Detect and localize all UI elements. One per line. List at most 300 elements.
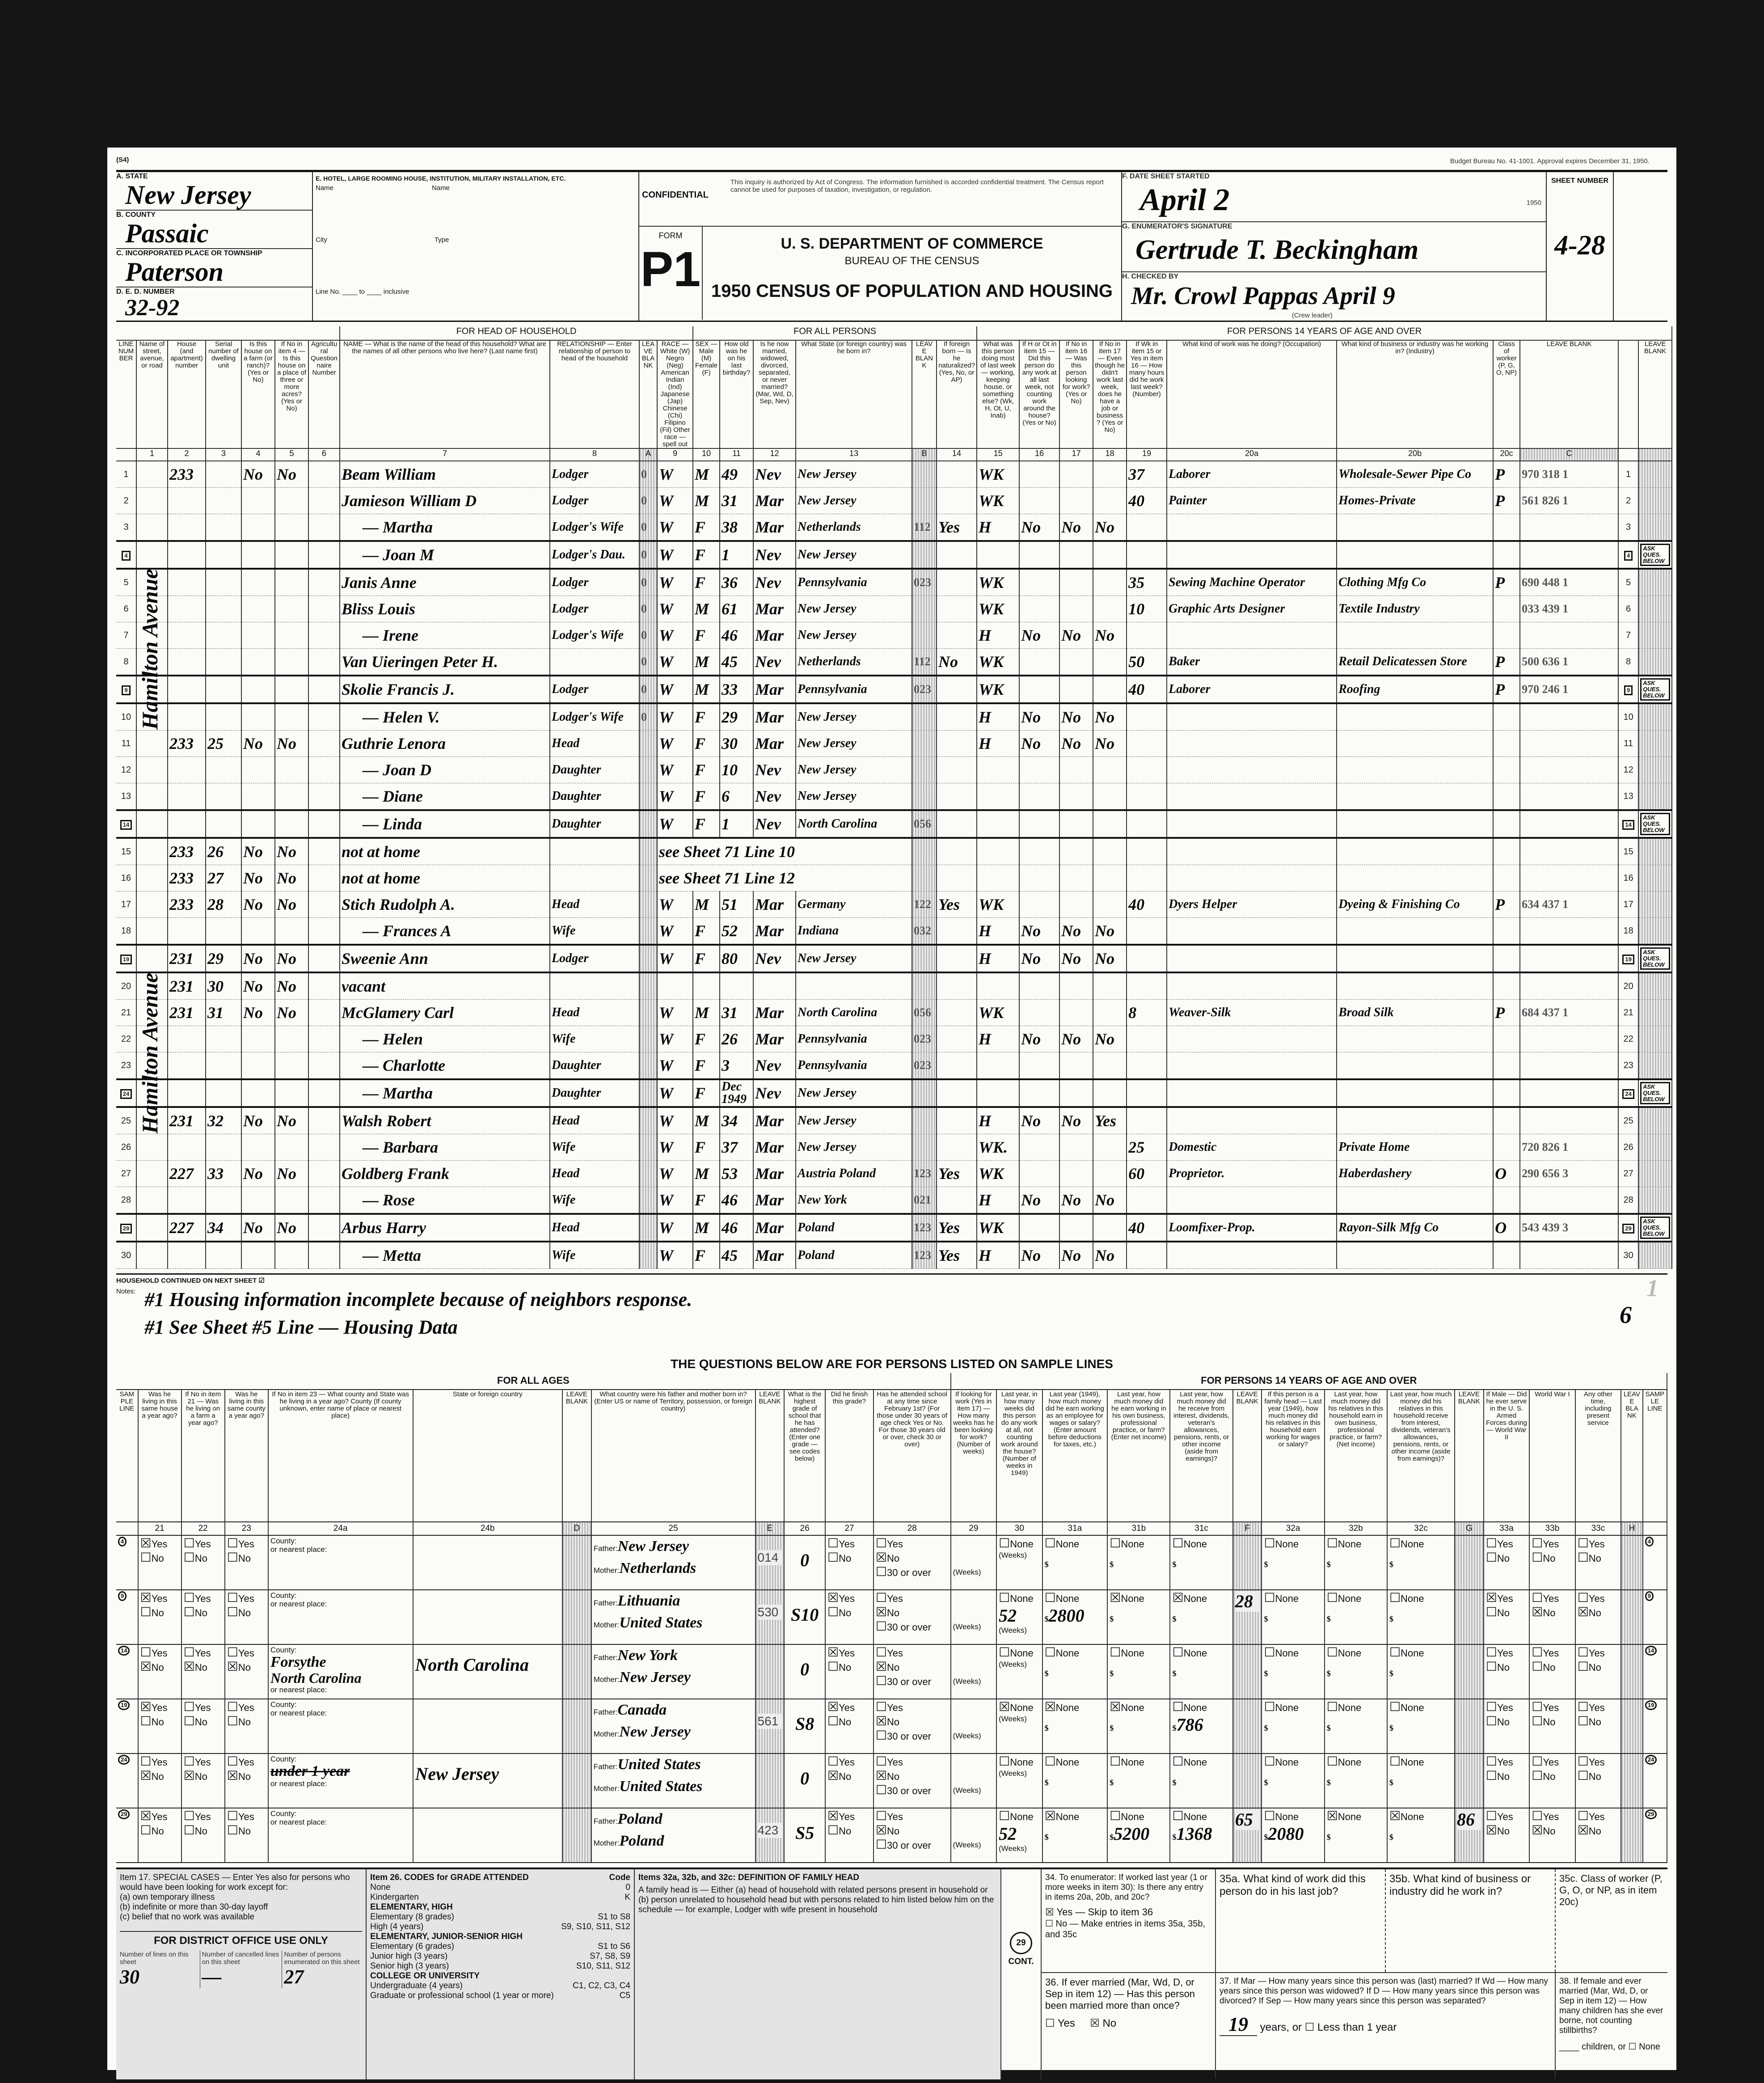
checkbox-q23-no[interactable]: ☒No [227, 1660, 251, 1673]
checkbox-q33a-yes[interactable]: ☒Yes [1485, 1591, 1513, 1605]
item38-none-checkbox[interactable]: ☐ [1628, 2042, 1637, 2052]
checkbox-q22-no[interactable]: ☐No [183, 1551, 207, 1564]
checkbox-q31c-none[interactable]: ☐None [1172, 1700, 1207, 1714]
grade-code-label: Kindergarten [370, 1893, 419, 1902]
ask-questions-below-label: ASK QUES. BELOW [1640, 947, 1670, 970]
sample-question-26: What is the highest grade of school that he has attended? (Enter one grade — see codes below) [784, 1390, 825, 1522]
checkbox-q28-no[interactable]: ☒No [875, 1551, 900, 1564]
checkbox-label: No [839, 1553, 852, 1564]
checkbox-q23-yes[interactable]: ☐Yes [227, 1700, 254, 1714]
cell-rel [550, 703, 639, 731]
cell-value-sex: M [695, 1165, 709, 1183]
sample-cell [951, 1644, 996, 1699]
checkbox-q27-yes[interactable]: ☐Yes [827, 1536, 855, 1550]
checkbox-q33b-yes[interactable]: ☐Yes [1532, 1754, 1559, 1768]
cell-line [1618, 838, 1638, 865]
amount-q32b [1327, 1715, 1385, 1738]
checkbox-q33b-no[interactable]: ☐No [1532, 1551, 1556, 1564]
checkbox-q33c-no[interactable]: ☐No [1577, 1660, 1601, 1673]
checkbox-q23-no[interactable]: ☐No [227, 1714, 251, 1728]
checkbox-q33a-no[interactable]: ☐No [1485, 1769, 1510, 1783]
checkbox-q22-no[interactable]: ☐No [183, 1714, 207, 1728]
cell-occ [1167, 972, 1337, 1000]
grade-code-label: ELEMENTARY, HIGH [370, 1902, 453, 1912]
district-persons-label: Number of persons enumerated on this sheet [284, 1951, 360, 1966]
checkbox-q31a-none[interactable]: ☐None [1044, 1536, 1080, 1550]
checkbox-q33c-no[interactable]: ☐No [1577, 1769, 1601, 1783]
cell-name [340, 488, 550, 514]
checkbox-q22-no[interactable]: ☒No [183, 1660, 207, 1673]
dollar-sign: $ [1044, 1614, 1049, 1623]
sample-cell [413, 1808, 562, 1863]
item34-yes-checkbox[interactable]: ☒ [1045, 1906, 1054, 1918]
checkbox-q33b-no[interactable]: ☐No [1532, 1714, 1556, 1728]
cell-blank [1638, 1079, 1672, 1107]
cell-mar [753, 1107, 796, 1134]
sample-line-marker: 29 [120, 1224, 132, 1234]
checkbox-q33c-yes[interactable]: ☐Yes [1577, 1645, 1605, 1659]
checkbox-q23-yes[interactable]: ☐Yes [227, 1809, 254, 1823]
cell-line [116, 514, 136, 541]
checkbox-q33b-yes[interactable]: ☐Yes [1532, 1536, 1559, 1550]
checkbox-q33a-no[interactable]: ☐No [1485, 1714, 1510, 1728]
checkbox-q22-no[interactable]: ☐No [183, 1605, 207, 1619]
cell-code [1520, 1107, 1618, 1134]
checkbox-q33c-yes[interactable]: ☐Yes [1577, 1536, 1605, 1550]
checkbox-q30-none[interactable]: ☐None [999, 1809, 1034, 1823]
checkbox-q27-yes[interactable]: ☐Yes [827, 1754, 855, 1768]
checkbox-q30-none[interactable]: ☐None [999, 1591, 1034, 1605]
cell-value-cls: P [1495, 465, 1505, 483]
checkbox-q28-30-or-over[interactable]: ☐30 or over [875, 1565, 932, 1579]
checkbox-label: Yes [1497, 1811, 1513, 1822]
checkbox-q27-no[interactable]: ☐No [827, 1551, 852, 1564]
cell-line [1618, 541, 1638, 569]
checkbox-q33c-no[interactable]: ☐No [1577, 1714, 1601, 1728]
checkbox-q33c-yes[interactable]: ☐Yes [1577, 1809, 1605, 1823]
checkbox-q28-yes[interactable]: ☐Yes [875, 1700, 903, 1714]
cell-rel [550, 1161, 639, 1187]
cell-value-line: 15 [1623, 847, 1633, 857]
checkbox-label: No [839, 1662, 852, 1673]
checkbox-q32c-none[interactable]: ☐None [1389, 1754, 1424, 1768]
checkbox-q31b-none[interactable]: ☐None [1110, 1754, 1144, 1768]
cell-age [720, 514, 753, 541]
sample-line-number: 4 [118, 1537, 127, 1546]
cell-cls [1493, 622, 1520, 649]
checkbox-q22-yes[interactable]: ☐Yes [183, 1700, 211, 1714]
grade-code-label: Junior high (3 years) [370, 1952, 448, 1961]
cell-sex [693, 1052, 720, 1080]
cell-acres [275, 731, 308, 757]
checkbox-q21-no[interactable]: ☐No [140, 1605, 164, 1619]
checkbox-q33a-no[interactable]: ☒No [1485, 1823, 1510, 1837]
checkbox-q28-no[interactable]: ☒No [875, 1660, 900, 1673]
checkbox-q32a-none[interactable]: ☐None [1264, 1591, 1299, 1605]
sample-cell [268, 1699, 413, 1753]
checkbox-q30-none[interactable]: ☐None [999, 1754, 1034, 1768]
checkbox-q22-yes[interactable]: ☐Yes [183, 1591, 211, 1605]
grade-code-row [370, 1902, 630, 1912]
checkbox-q21-yes[interactable]: ☒Yes [140, 1809, 168, 1823]
checkbox-q30-none[interactable]: ☒None [999, 1700, 1034, 1714]
cell-q17 [1059, 569, 1093, 596]
checkbox-q33b-no[interactable]: ☒No [1532, 1823, 1556, 1837]
amount-q32c [1389, 1824, 1452, 1847]
cell-b [912, 757, 937, 783]
cell-q16 [1019, 757, 1059, 783]
checkbox-q32b-none[interactable]: ☐None [1326, 1754, 1362, 1768]
cell-house [168, 892, 206, 918]
ed-label: D. E. D. NUMBER [116, 288, 175, 296]
sample-row [116, 1590, 1667, 1644]
checkbox-q33a-no[interactable]: ☐No [1485, 1551, 1510, 1564]
mother-label: Mother: [593, 1621, 620, 1629]
checkbox-q33a-yes[interactable]: ☐Yes [1485, 1536, 1513, 1550]
cell-act [977, 461, 1019, 488]
checkbox-q23-no[interactable]: ☐No [227, 1551, 251, 1564]
checkbox-q28-30-or-over[interactable]: ☐30 or over [875, 1783, 932, 1797]
sample-line-number: 19 [118, 1700, 130, 1710]
cell-value-occ: Domestic [1169, 1140, 1217, 1154]
checkbox-q27-yes[interactable]: ☒Yes [827, 1591, 855, 1605]
checkbox-q31c-none[interactable]: ☐None [1172, 1536, 1207, 1550]
cell-value-sex: M [695, 600, 709, 618]
cell-a [639, 757, 657, 783]
checkbox-q33c-yes[interactable]: ☐Yes [1577, 1700, 1605, 1714]
cell-ind [1337, 622, 1493, 649]
mother-birthplace: New Jersey [619, 1724, 691, 1740]
item34-no-checkbox[interactable]: ☐ [1045, 1919, 1053, 1929]
cell-nat [937, 703, 977, 731]
checkbox-q23-yes[interactable]: ☐Yes [227, 1591, 254, 1605]
checkbox-q31c-none[interactable]: ☐None [1172, 1754, 1207, 1768]
checkbox-q31a-none[interactable]: ☒None [1044, 1700, 1080, 1714]
cell-value-act: H [979, 1112, 992, 1130]
checkbox-q33c-no[interactable]: ☐No [1577, 1551, 1601, 1564]
cell-value-house: 233 [169, 896, 194, 913]
sample-cell [562, 1535, 591, 1590]
checkbox-q21-no[interactable]: ☐No [140, 1551, 164, 1564]
sample-cell [268, 1590, 413, 1644]
cell-b [912, 569, 937, 596]
checkbox-q21-no[interactable]: ☐No [140, 1823, 164, 1837]
checkbox-q33c-no[interactable]: ☒No [1577, 1605, 1601, 1619]
sample-number-30: 30 [996, 1522, 1042, 1535]
cell-a [639, 972, 657, 1000]
checkbox-q33c-no[interactable]: ☒No [1577, 1823, 1601, 1837]
checkbox-q21-no[interactable]: ☐No [140, 1714, 164, 1728]
checkbox-q32c-none[interactable]: ☐None [1389, 1591, 1424, 1605]
checkbox-q27-yes[interactable]: ☒Yes [827, 1645, 855, 1659]
cell-value-line: 12 [1623, 765, 1633, 775]
checkbox-q31a-none[interactable]: ☒None [1044, 1809, 1080, 1823]
cell-value-hrs: 10 [1128, 600, 1145, 618]
item36-no-checkbox[interactable]: ☒ [1090, 2017, 1100, 2029]
checkbox-q21-yes[interactable]: ☐Yes [140, 1754, 168, 1768]
checkbox-q23-no[interactable]: ☐No [227, 1823, 251, 1837]
sample-question-0: SAMPLE LINE [116, 1390, 138, 1522]
checkbox-q28-30-or-over[interactable]: ☐30 or over [875, 1728, 932, 1742]
cell-rel [550, 1107, 639, 1134]
dollar-sign: $ [1172, 1560, 1177, 1569]
cell-born [796, 757, 912, 783]
cell-blank [308, 1052, 340, 1080]
checkbox-q33a-no[interactable]: ☐No [1485, 1660, 1510, 1673]
cell-code [1520, 783, 1618, 811]
checkbox-q21-no[interactable]: ☒No [140, 1769, 164, 1783]
cell-line [116, 1161, 136, 1187]
cell-q16 [1019, 918, 1059, 945]
checkbox-q33c-yes[interactable]: ☐Yes [1577, 1591, 1605, 1605]
checkbox-q21-yes[interactable]: ☐Yes [140, 1645, 168, 1659]
checkbox-q27-no[interactable]: ☐No [827, 1605, 852, 1619]
checkbox-q33a-yes[interactable]: ☐Yes [1485, 1700, 1513, 1714]
cell-house [168, 972, 206, 1000]
amount-value: 2800 [1048, 1606, 1085, 1626]
checkbox-q22-yes[interactable]: ☐Yes [183, 1809, 211, 1823]
cell-value-house: 233 [169, 843, 194, 861]
checkbox-q28-30-or-over[interactable]: ☐30 or over [875, 1838, 932, 1851]
checkbox-q30-none[interactable]: ☐None [999, 1536, 1034, 1550]
cell-value-sex: F [695, 1084, 706, 1102]
checkbox-q28-30-or-over[interactable]: ☐30 or over [875, 1619, 932, 1633]
checkbox-q28-no[interactable]: ☒No [875, 1714, 900, 1728]
checkbox-q31b-none[interactable]: ☐None [1110, 1536, 1144, 1550]
cell-a [639, 865, 657, 892]
cell-hrs [1127, 569, 1167, 596]
cell-line [1618, 757, 1638, 783]
cell-house [168, 1052, 206, 1080]
cell-value-q16: No [1021, 1246, 1041, 1264]
item36-yes-checkbox[interactable]: ☐ [1045, 2017, 1055, 2029]
checkbox-q32b-none[interactable]: ☐None [1326, 1591, 1362, 1605]
checkbox-q28-no[interactable]: ☒No [875, 1823, 900, 1837]
checkbox-q31c-none[interactable]: ☐None [1172, 1645, 1207, 1659]
cell-a [639, 838, 657, 865]
checkbox-q32a-none[interactable]: ☐None [1264, 1536, 1299, 1550]
sample-line-number: 14 [1645, 1646, 1657, 1656]
checkbox-q23-no[interactable]: ☒No [227, 1769, 251, 1783]
checkbox-q32b-none[interactable]: ☐None [1326, 1700, 1362, 1714]
checkbox-q21-yes[interactable]: ☒Yes [140, 1536, 168, 1550]
checkbox-q31c-none[interactable]: ☐None [1172, 1809, 1207, 1823]
sample-cell [138, 1590, 181, 1644]
checkbox-q32b-none[interactable]: ☐None [1326, 1536, 1362, 1550]
cell-line [1618, 569, 1638, 596]
cell-code [1520, 1214, 1618, 1242]
dollar-sign: $ [1110, 1669, 1114, 1678]
cell-value-line: 3 [1626, 522, 1631, 532]
cell-b [912, 783, 937, 811]
checkbox-q33b-yes[interactable]: ☐Yes [1532, 1645, 1559, 1659]
checkbox-label: Yes [839, 1702, 855, 1713]
checkbox-q32a-none[interactable]: ☐None [1264, 1809, 1299, 1823]
cell-code [1520, 1026, 1618, 1052]
checkbox-q32a-none[interactable]: ☐None [1264, 1645, 1299, 1659]
item17-c: (c) belief that no work was available [120, 1912, 254, 1922]
checkbox-q31b-none[interactable]: ☒None [1110, 1591, 1144, 1605]
checkbox-q32b-none[interactable]: ☒None [1326, 1809, 1362, 1823]
checkbox-q21-no[interactable]: ☒No [140, 1660, 164, 1673]
sample-cell [996, 1644, 1042, 1699]
checkbox-q31b-none[interactable]: ☒None [1110, 1700, 1144, 1714]
checkbox-q32a-none[interactable]: ☐None [1264, 1754, 1299, 1768]
checkbox-q28-yes[interactable]: ☐Yes [875, 1645, 903, 1659]
checkbox-q28-no[interactable]: ☒No [875, 1605, 900, 1619]
checkbox-q33b-no[interactable]: ☒No [1532, 1605, 1556, 1619]
cell-acres [275, 1107, 308, 1134]
checkbox-q27-no[interactable]: ☐No [827, 1823, 852, 1837]
cell-value-b: 122 [914, 898, 932, 911]
sample-cell [1484, 1535, 1529, 1590]
cell-name [340, 514, 550, 541]
cell-race [657, 541, 693, 569]
cell-line [1618, 731, 1638, 757]
cell-cls [1493, 838, 1520, 865]
cell-race [657, 1079, 693, 1107]
cell-farm [241, 810, 275, 838]
sample-cell [225, 1590, 268, 1644]
mother-birthplace: United States [619, 1614, 703, 1631]
budget-note: Budget Bureau No. 41-1001. Approval expires December 31, 1950. [1450, 157, 1650, 165]
table-row [116, 1079, 1672, 1107]
checkbox-q32b-none[interactable]: ☐None [1326, 1645, 1362, 1659]
checkbox-q22-no[interactable]: ☐No [183, 1823, 207, 1837]
cell-value-born: North Carolina [798, 1006, 878, 1019]
checkbox-q31a-none[interactable]: ☐None [1044, 1754, 1080, 1768]
cell-sex [693, 569, 720, 596]
checkbox-q33c-yes[interactable]: ☐Yes [1577, 1754, 1605, 1768]
sample-line-number: 4 [1645, 1537, 1654, 1546]
cell-blank [308, 783, 340, 811]
checkbox-q33a-yes[interactable]: ☐Yes [1485, 1809, 1513, 1823]
cell-blank [1638, 1026, 1672, 1052]
cell-a [639, 1107, 657, 1134]
cell-ind [1337, 783, 1493, 811]
cell-value-name: Guthrie Lenora [342, 735, 446, 752]
cell-value-race: W [659, 600, 674, 618]
checkbox-q31b-none[interactable]: ☐None [1110, 1645, 1144, 1659]
checkbox-q32c-none[interactable]: ☒None [1389, 1809, 1424, 1823]
group-head-of-household: FOR HEAD OF HOUSEHOLD [340, 326, 693, 340]
checkbox-q23-yes[interactable]: ☐Yes [227, 1536, 254, 1550]
checkbox-q33a-no[interactable]: ☐No [1485, 1605, 1510, 1619]
cell-q16 [1019, 1134, 1059, 1161]
cell-value-hrs: 35 [1128, 574, 1145, 592]
none-label: None [1338, 1702, 1362, 1713]
cell-value-occ: Baker [1169, 655, 1200, 668]
cell-occ [1167, 1161, 1337, 1187]
checkbox-q33a-yes[interactable]: ☐Yes [1485, 1754, 1513, 1768]
county-value-2: North Carolina [270, 1670, 362, 1686]
checkbox-q33b-no[interactable]: ☐No [1532, 1660, 1556, 1673]
checkbox-q22-yes[interactable]: ☐Yes [183, 1754, 211, 1768]
cell-q16 [1019, 838, 1059, 865]
cell-value-born: Indiana [798, 924, 839, 938]
checkbox-q33b-no[interactable]: ☐No [1532, 1769, 1556, 1783]
checkbox-q28-yes[interactable]: ☐Yes [875, 1591, 903, 1605]
cell-sex [693, 1242, 720, 1269]
checkbox-q33b-yes[interactable]: ☐Yes [1532, 1700, 1559, 1714]
table-row [116, 703, 1672, 731]
checkbox-q27-no[interactable]: ☐No [827, 1660, 852, 1673]
cell-house [168, 488, 206, 514]
dollar-sign: $ [1172, 1614, 1177, 1623]
checkbox-q22-yes[interactable]: ☐Yes [183, 1536, 211, 1550]
amount-q31c [1172, 1660, 1230, 1684]
cell-serial [206, 1161, 241, 1187]
sample-cell [1233, 1590, 1262, 1644]
checkbox-q31b-none[interactable]: ☐None [1110, 1809, 1144, 1823]
sample-number-E: E [755, 1522, 785, 1535]
cell-value-q17: No [1061, 735, 1081, 752]
checkbox-q27-no[interactable]: ☒No [827, 1769, 852, 1783]
checkbox-q28-yes[interactable]: ☐Yes [875, 1536, 903, 1550]
checkbox-q32a-none[interactable]: ☐None [1264, 1700, 1299, 1714]
checkbox-q23-yes[interactable]: ☐Yes [227, 1645, 254, 1659]
cell-rel [550, 731, 639, 757]
checkbox-q30-none[interactable]: ☐None [999, 1645, 1034, 1659]
cell-code [1520, 945, 1618, 972]
checkbox-q28-no[interactable]: ☒No [875, 1769, 900, 1783]
checkbox-q27-no[interactable]: ☐No [827, 1714, 852, 1728]
checkbox-q23-no[interactable]: ☐No [227, 1605, 251, 1619]
item37-less-checkbox[interactable]: ☐ [1304, 2021, 1315, 2033]
cell-line [116, 1242, 136, 1269]
checkbox-q28-yes[interactable]: ☐Yes [875, 1809, 903, 1823]
checkbox-label: No [1543, 1553, 1556, 1564]
cell-value-rel: Daughter [552, 789, 601, 803]
checkbox-q33a-yes[interactable]: ☐Yes [1485, 1645, 1513, 1659]
cell-value-mar: Mar [755, 708, 784, 726]
checkbox-q32c-none[interactable]: ☐None [1389, 1645, 1424, 1659]
checkbox-q21-yes[interactable]: ☒Yes [140, 1591, 168, 1605]
cell-a [639, 810, 657, 838]
cell-value-age: 31 [722, 1004, 738, 1022]
checkbox-label: No [886, 1771, 900, 1782]
checkbox-q31a-none[interactable]: ☐None [1044, 1645, 1080, 1659]
checkbox-q33b-yes[interactable]: ☐Yes [1532, 1809, 1559, 1823]
sample-question-31c: Last year, how much money did he receive from interest, dividends, veteran's allowances, pensions, rents, or other income (aside from earnings)? [1170, 1390, 1232, 1522]
cell-value-age: 1 [722, 815, 730, 833]
cell-q18 [1093, 838, 1127, 865]
cell-value-serial: 30 [207, 977, 224, 995]
cell-ind [1337, 1000, 1493, 1026]
checkbox-q28-yes[interactable]: ☐Yes [875, 1754, 903, 1768]
checkbox-label: No [194, 1553, 207, 1564]
checkbox-q32c-none[interactable]: ☐None [1389, 1700, 1424, 1714]
checkbox-q22-yes[interactable]: ☐Yes [183, 1645, 211, 1659]
cell-value-nat: Yes [938, 1246, 960, 1264]
checkbox-q22-no[interactable]: ☒No [183, 1769, 207, 1783]
cell-ind [1337, 1187, 1493, 1214]
cell-value-line: 6 [123, 604, 129, 614]
checkbox-q27-yes[interactable]: ☒Yes [827, 1809, 855, 1823]
checkbox-q23-yes[interactable]: ☐Yes [227, 1754, 254, 1768]
checkbox-q31c-none[interactable]: ☒None [1172, 1591, 1207, 1605]
checkbox-q31a-none[interactable]: ☐None [1044, 1591, 1080, 1605]
cell-line [116, 892, 136, 918]
checkbox-q21-yes[interactable]: ☒Yes [140, 1700, 168, 1714]
cell-cls [1493, 1107, 1520, 1134]
checkbox-q32c-none[interactable]: ☐None [1389, 1536, 1424, 1550]
checkbox-q33b-yes[interactable]: ☐Yes [1532, 1591, 1559, 1605]
checkbox-label: No [151, 1771, 164, 1782]
checkbox-q28-30-or-over[interactable]: ☐30 or over [875, 1674, 932, 1688]
checkbox-q27-yes[interactable]: ☒Yes [827, 1700, 855, 1714]
amount-q31b [1110, 1551, 1168, 1575]
